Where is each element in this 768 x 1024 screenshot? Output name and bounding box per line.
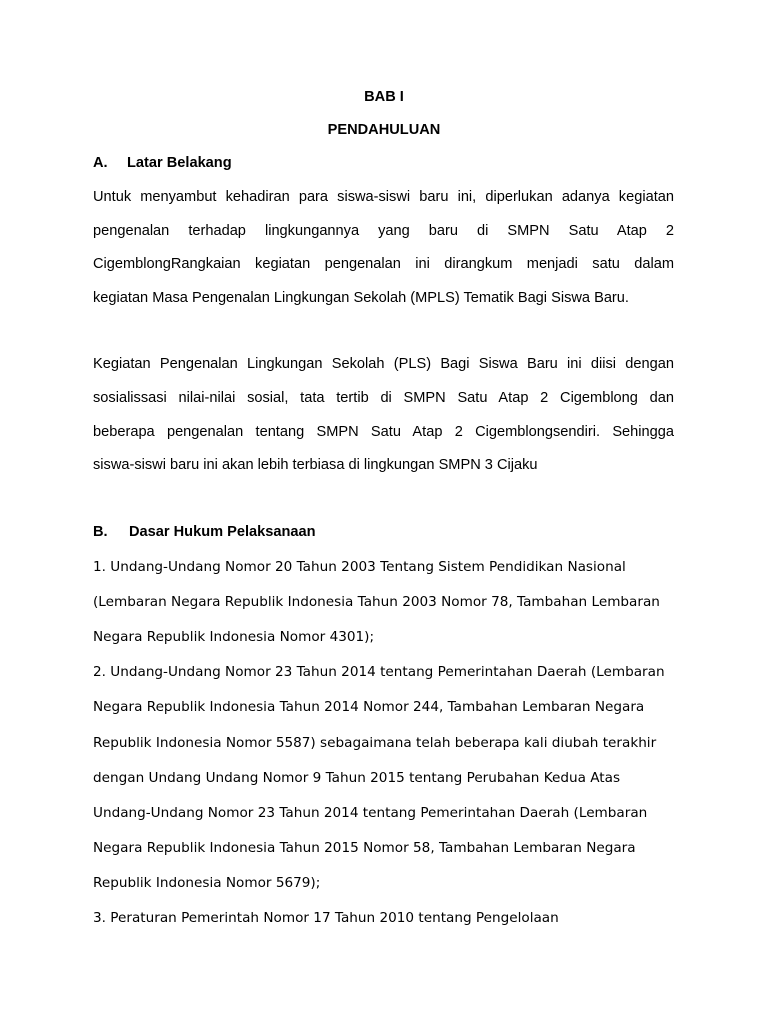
legal-basis-line: (Lembaran Negara Republik Indonesia Tahun 2003 Nomor 78, Tambahan Lembaran [93, 594, 660, 610]
section-a-heading [93, 154, 674, 172]
chapter-subtitle: PENDAHULUAN [327, 122, 441, 138]
section-a-title: Latar Belakang [127, 155, 232, 171]
section-b-title: Dasar Hukum Pelaksanaan [129, 524, 316, 540]
section-b-label: B. [93, 524, 108, 540]
legal-basis-line: 3. Peraturan Pemerintah Nomor 17 Tahun 2010 tentang Pengelolaan [93, 910, 559, 926]
paragraph-line: pengenalan terhadap lingkungannya yang baru di SMPN Satu Atap 2 [93, 223, 674, 239]
section-b-heading [93, 523, 674, 541]
legal-basis-line: Republik Indonesia Nomor 5587) sebagaimana telah beberapa kali diubah terakhir [93, 735, 657, 751]
legal-basis-line: Negara Republik Indonesia Tahun 2015 Nomor 58, Tambahan Lembaran Negara [93, 840, 636, 856]
section-a-label: A. [93, 155, 108, 171]
paragraph-line: Kegiatan Pengenalan Lingkungan Sekolah (PLS) Bagi Siswa Baru ini diisi dengan [93, 356, 674, 372]
chapter-title: BAB I [364, 89, 404, 105]
legal-basis-line: 2. Undang-Undang Nomor 23 Tahun 2014 tentang Pemerintahan Daerah (Lembaran [93, 664, 665, 680]
paragraph-line: beberapa pengenalan tentang SMPN Satu Atap 2 Cigemblongsendiri. Sehingga [93, 424, 674, 440]
legal-basis-line: Republik Indonesia Nomor 5679); [93, 875, 321, 891]
legal-basis-line: Undang-Undang Nomor 23 Tahun 2014 tentang Pemerintahan Daerah (Lembaran [93, 805, 648, 821]
paragraph-line: CigemblongRangkaian kegiatan pengenalan ini dirangkum menjadi satu dalam [93, 256, 674, 272]
paragraph-line: kegiatan Masa Pengenalan Lingkungan Sekolah (MPLS) Tematik Bagi Siswa Baru. [93, 290, 629, 306]
legal-basis-line: dengan Undang Undang Nomor 9 Tahun 2015 tentang Perubahan Kedua Atas [93, 770, 621, 786]
paragraph-line: sosialissasi nilai-nilai sosial, tata tertib di SMPN Satu Atap 2 Cigemblong dan [93, 390, 674, 406]
paragraph-line: Untuk menyambut kehadiran para siswa-siswi baru ini, diperlukan adanya kegiatan [93, 189, 674, 205]
legal-basis-line: 1. Undang-Undang Nomor 20 Tahun 2003 Tentang Sistem Pendidikan Nasional [93, 559, 626, 575]
legal-basis-line: Negara Republik Indonesia Tahun 2014 Nomor 244, Tambahan Lembaran Negara [93, 699, 645, 715]
legal-basis-line: Negara Republik Indonesia Nomor 4301); [93, 629, 375, 645]
paragraph-line: siswa-siswi baru ini akan lebih terbiasa di lingkungan SMPN 3 Cijaku [93, 457, 538, 473]
